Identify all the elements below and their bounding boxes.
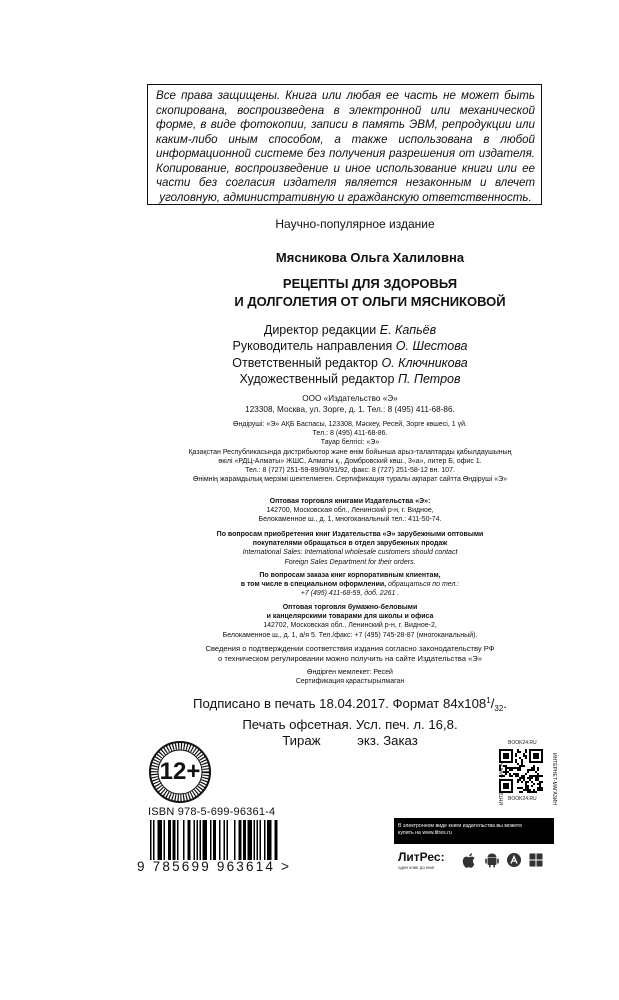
stationery-address-2: Белокаменное ш., д. 1, а/я 5. Тел./факс: +7 (495) 745-28-87 (многоканальный). <box>222 631 478 639</box>
corporate-block <box>0 571 619 599</box>
qr-code-icon <box>499 749 543 793</box>
qr-right-label: ИНТЕРНЕТ-МАГАЗИН <box>550 753 557 805</box>
signed-suffix: . <box>503 696 507 711</box>
stationery-title-2: и канцелярскими товарами для школы и офиса <box>266 613 434 621</box>
kz-producer-phone: Тел.: 8 (495) 411-68-86. <box>312 430 388 438</box>
barcode-icon <box>148 820 278 864</box>
litres-logo: ЛитРес: <box>398 850 445 864</box>
stationery-title-1: Оптовая торговля бумажно-беловыми <box>282 604 418 611</box>
credit-line <box>0 371 619 387</box>
edition-type: Научно-популярное издание <box>275 217 435 231</box>
ean-digits <box>137 859 291 874</box>
ean-group-1: 785699 <box>152 859 211 874</box>
kz-distributor-line-2: өкілі «РДЦ-Алматы» ЖШС, Алматы қ., Домбровский көш., 3«а», литер Б, офис 1. <box>218 457 482 465</box>
foreign-sales-block <box>0 530 619 567</box>
litres-text-line-2: купить на www.litres.ru <box>398 830 452 836</box>
qr-code-block <box>490 740 557 820</box>
credit-line <box>0 322 619 338</box>
international-sales-2: Foreign Sales Department for their orders. <box>284 558 416 566</box>
credit-name: П. Петров <box>397 371 461 386</box>
age-rating-text: 12+ <box>159 758 201 785</box>
signed-text: Подписано в печать 18.04.2017. Формат 84х108 <box>193 696 487 711</box>
credit-name: О. Ключникова <box>381 355 468 370</box>
circulation-line: Тираж экз. Заказ <box>282 733 418 748</box>
book-title <box>0 275 619 311</box>
foreign-sales-title-1: По вопросам приобретения книг Издательства «Э» зарубежными оптовыми <box>216 531 484 538</box>
credit-line <box>0 355 619 371</box>
ean-group-2: 963614 <box>216 859 276 874</box>
credit-role: Директор редакции <box>263 323 377 337</box>
credit-name: Е. Капьёв <box>379 323 437 337</box>
wholesale-title: Оптовая торговля книгами Издательства «Э»: <box>269 498 431 505</box>
corporate-title-2-italic: обращаться по тел.: <box>386 581 460 589</box>
kz-distributor-line-3: Тел.: 8 (727) 251-59-89/90/91/92, факс: 8 (727) 251-58-12 вн. 107. <box>245 467 455 475</box>
print-type-line: Печать офсетная. Усл. печ. л. 16,8. <box>242 717 458 732</box>
credit-role: Руководитель направления <box>232 339 393 354</box>
conformity-block <box>0 644 619 663</box>
litres-logo-row <box>394 850 554 874</box>
corporate-title-1: По вопросам заказа книг корпоративным клиентам, <box>259 572 441 579</box>
certification-note: Сертификация қарастырылмаган <box>295 678 405 686</box>
age-rating-badge <box>148 740 212 804</box>
barcode <box>148 820 278 864</box>
author-name: Мясникова Ольга Халиловна <box>275 250 465 265</box>
credit-role: Художественный редактор <box>239 371 395 386</box>
isbn-text: ISBN 978-5-699-96361-4 <box>148 806 276 818</box>
credit-line <box>0 338 619 354</box>
publisher-block <box>0 393 619 415</box>
format-numerator: 1 <box>486 696 491 705</box>
kz-distributor-line-1: Қазақстан Республикасында дистрибьютор және өнім бойынша арыз-талаптарды қабылдаушының <box>188 448 512 456</box>
credit-role: Ответственный редактор <box>232 355 378 370</box>
stationery-block <box>0 603 619 640</box>
corporate-title-2 <box>0 580 619 589</box>
origin-block <box>0 668 619 686</box>
credit-name: О. Шестова <box>395 339 468 354</box>
foreign-sales-title-2: покупателями обращаться в отдел зарубежных продаж <box>252 540 448 548</box>
conformity-line-2: о техническом регулировании можно получить на сайте Издательства «Э» <box>218 653 482 663</box>
kazakh-info-block <box>0 420 619 484</box>
corporate-phone: +7 (495) 411-68-59, доб. 2261 . <box>300 590 400 598</box>
litres-tagline: один клик до книг <box>398 865 435 870</box>
litres-text-line-1: В электронном виде книги издательства вы можете <box>398 823 523 829</box>
apple-icon <box>462 852 478 868</box>
litres-text <box>394 818 554 837</box>
rights-notice-text: Все права защищены. Книга или любая ее часть не может быть скопирована, воспроизведена в электронной или механической форме, в виде фотокопии, записи в память ЭВМ, репродукции или каким-либо иным способом, а также использована в любой информационной системе без получения разрешения от издателя. Копирование, воспроизведение и иное использование книги или ее части без согласия издателя является незаконным и влечет уголовную, административную и гражданскую ответственность. <box>156 89 535 204</box>
ean-arrow: > <box>281 859 292 874</box>
conformity-line-1: Сведения о подтверждении соответствия издания согласно законодательству РФ <box>205 644 495 653</box>
qr-top-label: BOOK24.RU <box>508 740 537 746</box>
origin-country: Өндірген мемлекет: Ресей <box>307 669 393 676</box>
ean-first-digit: 9 <box>137 859 147 874</box>
wholesale-address-1: 142700, Московская обл., Ленинский р-н, г. Видное, <box>266 507 434 515</box>
signed-line: Подписано в печать 18.04.2017. Формат $84х108^1/_{32}$. <box>193 696 507 713</box>
international-sales-1: International Sales: International wholesale customers should contact <box>242 549 458 557</box>
kz-trademark: Тауар белгісі: «Э» <box>320 439 380 447</box>
android-icon <box>484 852 500 868</box>
format-denominator: 32 <box>494 704 504 713</box>
kz-validity: Өнімнің жарамдылық мерзімі шектелмеген. Сертификация туралы ақпарат сайтта Өндіруші «Э» <box>192 476 508 484</box>
book-title-line-1: РЕЦЕПТЫ ДЛЯ ЗДОРОВЬЯ <box>282 276 458 291</box>
wholesale-address-2: Белокаменное ш., д. 1, многоканальный тел.: 411-50-74. <box>258 516 442 524</box>
book-title-line-2: И ДОЛГОЛЕТИЯ ОТ ОЛЬГИ МЯСНИКОВОЙ <box>234 294 506 309</box>
publisher-address: 123308, Москва, ул. Зорге, д. 1. Тел.: 8 (495) 411-68-86. <box>245 405 455 414</box>
publisher-name: ООО «Издательство «Э» <box>302 394 398 403</box>
stationery-address-1: 142702, Московская обл., Ленинский р-н, г. Видное-2, <box>263 622 437 630</box>
litres-banner <box>394 818 554 844</box>
app-store-icon <box>506 852 522 868</box>
rights-notice-box <box>147 84 542 205</box>
kz-producer-line: Өндіруші: «Э» АҚБ Баспасы, 123308, Мәскеу, Ресей, Зорге көшесі, 1 үй. <box>233 421 467 428</box>
credits-block <box>0 322 619 387</box>
wholesale-block <box>0 497 619 525</box>
qr-bottom-label: BOOK24.RU <box>508 796 537 802</box>
corporate-title-2-bold: в том числе в специальном оформлении, <box>240 581 387 589</box>
windows-icon <box>528 852 544 868</box>
